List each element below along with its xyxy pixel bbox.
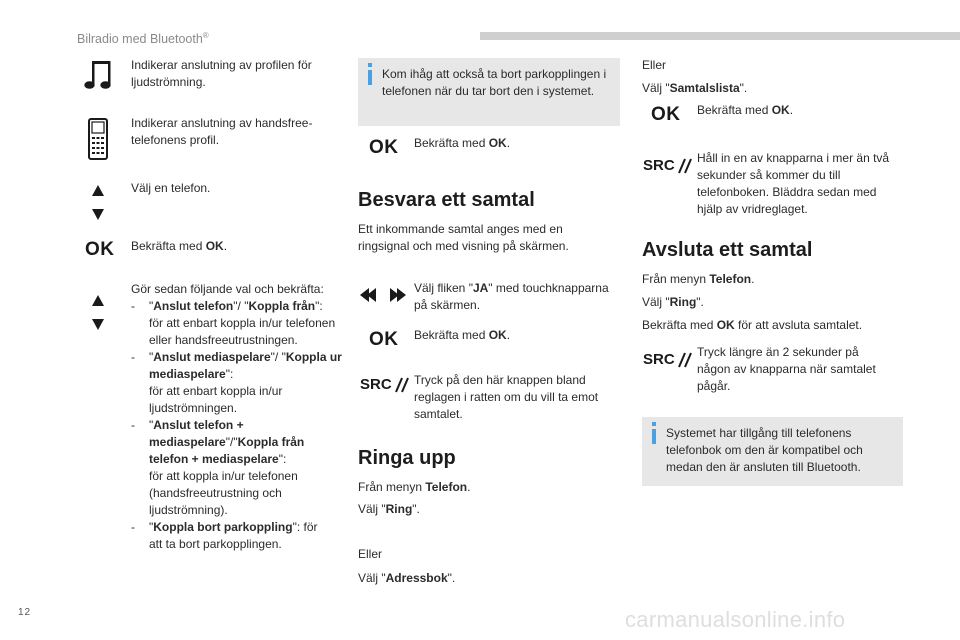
answer-intro-text: Ett inkommande samtal anges med en ringsignal och med visning på skärmen. xyxy=(358,222,569,253)
up-down-arrows-icon xyxy=(92,185,104,220)
confirm-ok-text: Bekräfta med OK. xyxy=(414,136,511,150)
heading-answer-call: Besvara ett samtal xyxy=(358,189,535,211)
mobile-phone-icon xyxy=(88,118,108,165)
or-text: Eller xyxy=(358,547,383,561)
handsfree-profile-text: Indikerar anslutning av handsfree-telefonens profil. xyxy=(131,116,313,147)
select-phone-text: Välj en telefon. xyxy=(131,181,211,195)
src-button-icon: SRC xyxy=(643,157,692,174)
src-button-icon: SRC xyxy=(360,376,409,393)
info-icon-dot xyxy=(368,63,372,67)
confirm-ok-text: Bekräfta med OK. xyxy=(131,239,228,253)
info-note-text: Systemet har tillgång till telefonens telefonbok om den är kompatibel och medan den är ansluten till Bluetooth. xyxy=(666,426,863,474)
confirm-ok-text: Bekräfta med OK. xyxy=(414,328,511,342)
arrow-up-icon xyxy=(92,295,104,306)
hold-phonebook-text: Håll in en av knapparna i mer än två sekunder så kommer du till telefonboken. Bläddra sedan med hjälp av vridreglaget. xyxy=(697,151,890,216)
select-yes-tab-text: Välj fliken "JA" med touchknapparna på skärmen. xyxy=(414,281,609,312)
choose-call-log-text: Välj "Samtalslista". xyxy=(642,81,748,95)
choose-ring-text: Välj "Ring". xyxy=(642,295,704,309)
page-header-title: Bilradio med Bluetooth® xyxy=(77,31,209,47)
connection-options xyxy=(131,281,346,553)
up-down-arrows-icon xyxy=(92,295,104,330)
choose-addressbook-text: Välj "Adressbok". xyxy=(358,571,456,585)
music-note-icon xyxy=(84,58,114,97)
info-note xyxy=(642,417,903,486)
header-bar xyxy=(480,32,960,40)
ok-button-icon: OK xyxy=(369,329,399,350)
info-icon xyxy=(368,70,372,85)
options-intro: Gör sedan följande val och bekräfta: xyxy=(131,282,324,296)
music-profile-text: Indikerar anslutning av profilen för ljudströmning. xyxy=(131,58,312,89)
src-button-icon: SRC xyxy=(643,351,692,368)
info-icon-dot xyxy=(652,422,656,426)
arrow-down-icon xyxy=(92,209,104,220)
option-item: - "Koppla bort parkoppling": för att ta bort parkopplingen. xyxy=(131,520,318,551)
option-item: - "Anslut mediaspelare"/ "Koppla ur mediaspelare": för att enbart koppla in/ur ljudströmningen. xyxy=(131,350,342,415)
choose-ring-text: Välj "Ring". xyxy=(358,502,420,516)
option-item: - "Anslut telefon + mediaspelare"/"Koppla från telefon + mediaspelare": för att koppla in/ur telefonen (handsfreeutrustning och ljudströmning). xyxy=(131,418,305,517)
heading-make-call: Ringa upp xyxy=(358,447,456,469)
or-text: Eller xyxy=(642,58,667,72)
info-icon xyxy=(652,429,656,444)
option-item: - "Anslut telefon"/ "Koppla från": för att enbart koppla in/ur telefonen eller handsfreeutrustningen. xyxy=(131,299,336,347)
press-long-text: Tryck längre än 2 sekunder på någon av knapparna när samtalet pågår. xyxy=(697,345,876,393)
touch-arrows-icon xyxy=(360,288,406,307)
heading-end-call: Avsluta ett samtal xyxy=(642,239,813,261)
ok-button-icon: OK xyxy=(85,239,115,260)
ok-button-icon: OK xyxy=(651,104,681,125)
arrow-down-icon xyxy=(92,319,104,330)
page-number: 12 xyxy=(18,607,32,618)
confirm-ok-text: Bekräfta med OK. xyxy=(697,103,794,117)
accept-call-text: Tryck på den här knappen bland reglagen i ratten om du vill ta emot samtalet. xyxy=(414,373,599,421)
ok-button-icon: OK xyxy=(369,137,399,158)
from-menu-text: Från menyn Telefon. xyxy=(642,272,755,286)
arrow-up-icon xyxy=(92,185,104,196)
options-list xyxy=(131,298,346,553)
watermark: carmanualsonline.info xyxy=(625,607,846,632)
from-menu-text: Från menyn Telefon. xyxy=(358,480,471,494)
end-call-text: Bekräfta med OK för att avsluta samtalet. xyxy=(642,318,863,332)
info-note xyxy=(358,58,620,126)
info-note-text: Kom ihåg att också ta bort parkopplingen i telefonen när du tar bort den i systemet. xyxy=(382,67,607,98)
